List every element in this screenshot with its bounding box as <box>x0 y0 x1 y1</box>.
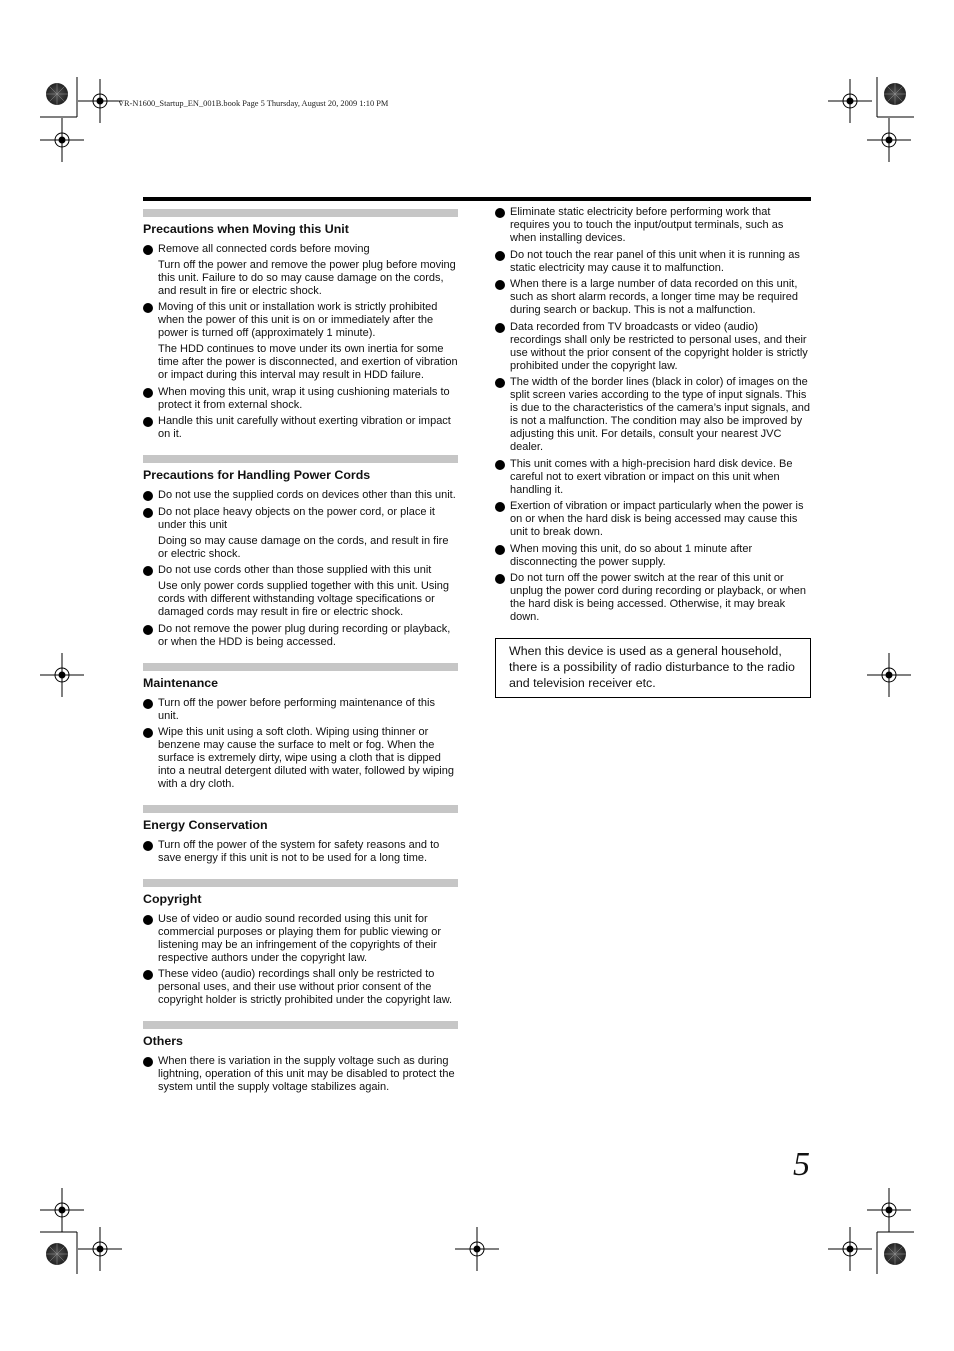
list-item: Do not place heavy objects on the power cord, or place it under this unit Doing so may cause damage on the cords, and result in fire or electric shock. <box>143 506 458 561</box>
list-item: Handle this unit carefully without exerting vibration or impact on it. <box>143 415 458 441</box>
list-item: Wipe this unit using a soft cloth. Wiping using thinner or benzene may cause the surface to melt or fog. When the surface is extremely dirty, wipe using a cloth that is dipped into a neutral detergent diluted with water, followed by wiping with a dry cloth. <box>143 726 458 791</box>
bullet-dot-icon <box>495 280 505 290</box>
section-power-cords <box>143 455 458 648</box>
list-item: Do not use the supplied cords on devices other than this unit. <box>143 489 458 502</box>
list-item: Use of video or audio sound recorded using this unit for commercial purposes or playing them for public viewing or listening may be an infringement of the copyrights of their respective authors under the copyright law. <box>143 913 458 965</box>
registration-mark-icon <box>40 1188 84 1232</box>
list-item: Data recorded from TV broadcasts or video (audio) recordings shall only be restricted to personal uses, and their use without the prior consent of the copyright holder is strictly prohibited under the copyright law. <box>495 321 811 373</box>
registration-mark-icon <box>455 1227 499 1271</box>
list-item: Eliminate static electricity before performing work that requires you to touch the input/output terminals, such as when installing devices. <box>495 206 811 245</box>
section-others <box>143 1021 458 1094</box>
registration-mark-icon <box>867 1188 911 1232</box>
registration-mark-icon <box>867 118 911 162</box>
list-item: Moving of this unit or installation work is strictly prohibited when the power of this unit is on or immediately after the power is turned off (approximately 1 minute). The HDD continues to move under its own inertia for some time after the power is disconnected, and exertion of vibration or impact during this interval may result in HDD failure. <box>143 301 458 382</box>
bullet-dot-icon <box>495 378 505 388</box>
list-item: When there is a large number of data recorded on this unit, such as short alarm records, a longer time may be required during search or backup. This is not a malfunction. <box>495 278 811 317</box>
print-header-note: VR-N1600_Startup_EN_001B.book Page 5 Thursday, August 20, 2009 1:10 PM <box>118 99 389 108</box>
top-rule <box>143 197 811 201</box>
list-item: Do not touch the rear panel of this unit when it is running as static electricity may cause it to malfunction. <box>495 249 811 275</box>
list-item: This unit comes with a high-precision hard disk device. Be careful not to exert vibration or impact on this unit when handling it. <box>495 458 811 497</box>
list-item: These video (audio) recordings shall only be restricted to personal uses, and their use without prior consent of the copyright holder is strictly prohibited under the copyright law. <box>143 968 458 1007</box>
section-bar <box>143 1021 458 1029</box>
registration-mark-icon <box>78 79 122 123</box>
list-item: When moving this unit, wrap it using cushioning materials to protect it from external shock. <box>143 386 458 412</box>
list-item: Remove all connected cords before moving Turn off the power and remove the power plug before moving this unit. Failure to do so may cause damage on the cords, and result in fire or electric shock. <box>143 243 458 298</box>
section-energy <box>143 805 458 865</box>
list-item: When there is variation in the supply voltage such as during lightning, operation of this unit may be disabled to protect the system until the supply voltage stabilizes again. <box>143 1055 458 1094</box>
section-title: Precautions for Handling Power Cords <box>143 468 371 483</box>
bullet-dot-icon <box>143 508 153 518</box>
bullet-dot-icon <box>143 841 153 851</box>
bullet-dot-icon <box>143 1057 153 1067</box>
list-item: Do not use cords other than those supplied with this unit Use only power cords supplied together with this unit. Using cords with different withstanding voltage specifications or damaged cords may result in fire or electric shock. <box>143 564 458 619</box>
bullet-dot-icon <box>143 388 153 398</box>
section-title: Others <box>143 1034 183 1049</box>
bullet-dot-icon <box>495 251 505 261</box>
bullet-dot-icon <box>143 566 153 576</box>
section-bar <box>143 455 458 463</box>
section-maintenance <box>143 663 458 791</box>
list-item: Exertion of vibration or impact particularly when the power is on or when the hard disk is being accessed may cause this unit to break down. <box>495 500 811 539</box>
right-column <box>495 206 811 698</box>
bullet-dot-icon <box>143 625 153 635</box>
section-bar <box>143 209 458 217</box>
section-copyright <box>143 879 458 1007</box>
bullet-dot-icon <box>495 323 505 333</box>
section-bar <box>143 663 458 671</box>
radio-disturbance-notice: When this device is used as a general household, there is a possibility of radio disturbance to the radio and television receiver etc. <box>495 638 811 698</box>
registration-mark-icon <box>867 653 911 697</box>
section-title: Precautions when Moving this Unit <box>143 222 349 236</box>
section-moving <box>143 209 458 441</box>
bullet-dot-icon <box>495 574 505 584</box>
bullet-dot-icon <box>143 915 153 925</box>
color-target-icon <box>46 83 68 105</box>
bullet-dot-icon <box>495 502 505 512</box>
bullet-dot-icon <box>143 491 153 501</box>
bullet-dot-icon <box>143 699 153 709</box>
bullet-dot-icon <box>143 303 153 313</box>
section-title: Energy Conservation <box>143 818 268 833</box>
color-target-icon <box>884 83 906 105</box>
registration-mark-icon <box>40 653 84 697</box>
list-item: Turn off the power of the system for safety reasons and to save energy if this unit is not to be used for a long time. <box>143 839 458 865</box>
list-item: Do not turn off the power switch at the rear of this unit or unplug the power cord during recording or playback, or when the hard disk is being accessed. Otherwise, it may break down. <box>495 572 811 624</box>
color-target-icon <box>46 1243 68 1265</box>
bullet-dot-icon <box>495 208 505 218</box>
registration-mark-icon <box>828 79 872 123</box>
list-item: Do not remove the power plug during recording or playback, or when the HDD is being accessed. <box>143 623 458 649</box>
registration-mark-icon <box>40 118 84 162</box>
page-number: 5 <box>793 1146 810 1183</box>
bullet-dot-icon <box>143 417 153 427</box>
bullet-dot-icon <box>143 728 153 738</box>
left-column <box>143 209 458 1108</box>
section-bar <box>143 805 458 813</box>
list-item: The width of the border lines (black in color) of images on the split screen varies according to the type of input signals. This is due to the characteristics of the camera’s input signals, and is not a malfunction. The condition may also be improved by adjusting this unit. For details, consult your nearest JVC dealer. <box>495 376 811 454</box>
section-title: Copyright <box>143 892 202 906</box>
bullet-dot-icon <box>143 245 153 255</box>
section-title: Maintenance <box>143 675 219 690</box>
list-item: When moving this unit, do so about 1 minute after disconnecting the power supply. <box>495 543 811 569</box>
registration-mark-icon <box>78 1227 122 1271</box>
bullet-dot-icon <box>495 460 505 470</box>
registration-mark-icon <box>828 1227 872 1271</box>
bullet-dot-icon <box>143 970 153 980</box>
section-bar <box>143 879 458 887</box>
color-target-icon <box>884 1243 906 1265</box>
bullet-dot-icon <box>495 545 505 555</box>
list-item: Turn off the power before performing maintenance of this unit. <box>143 697 458 723</box>
